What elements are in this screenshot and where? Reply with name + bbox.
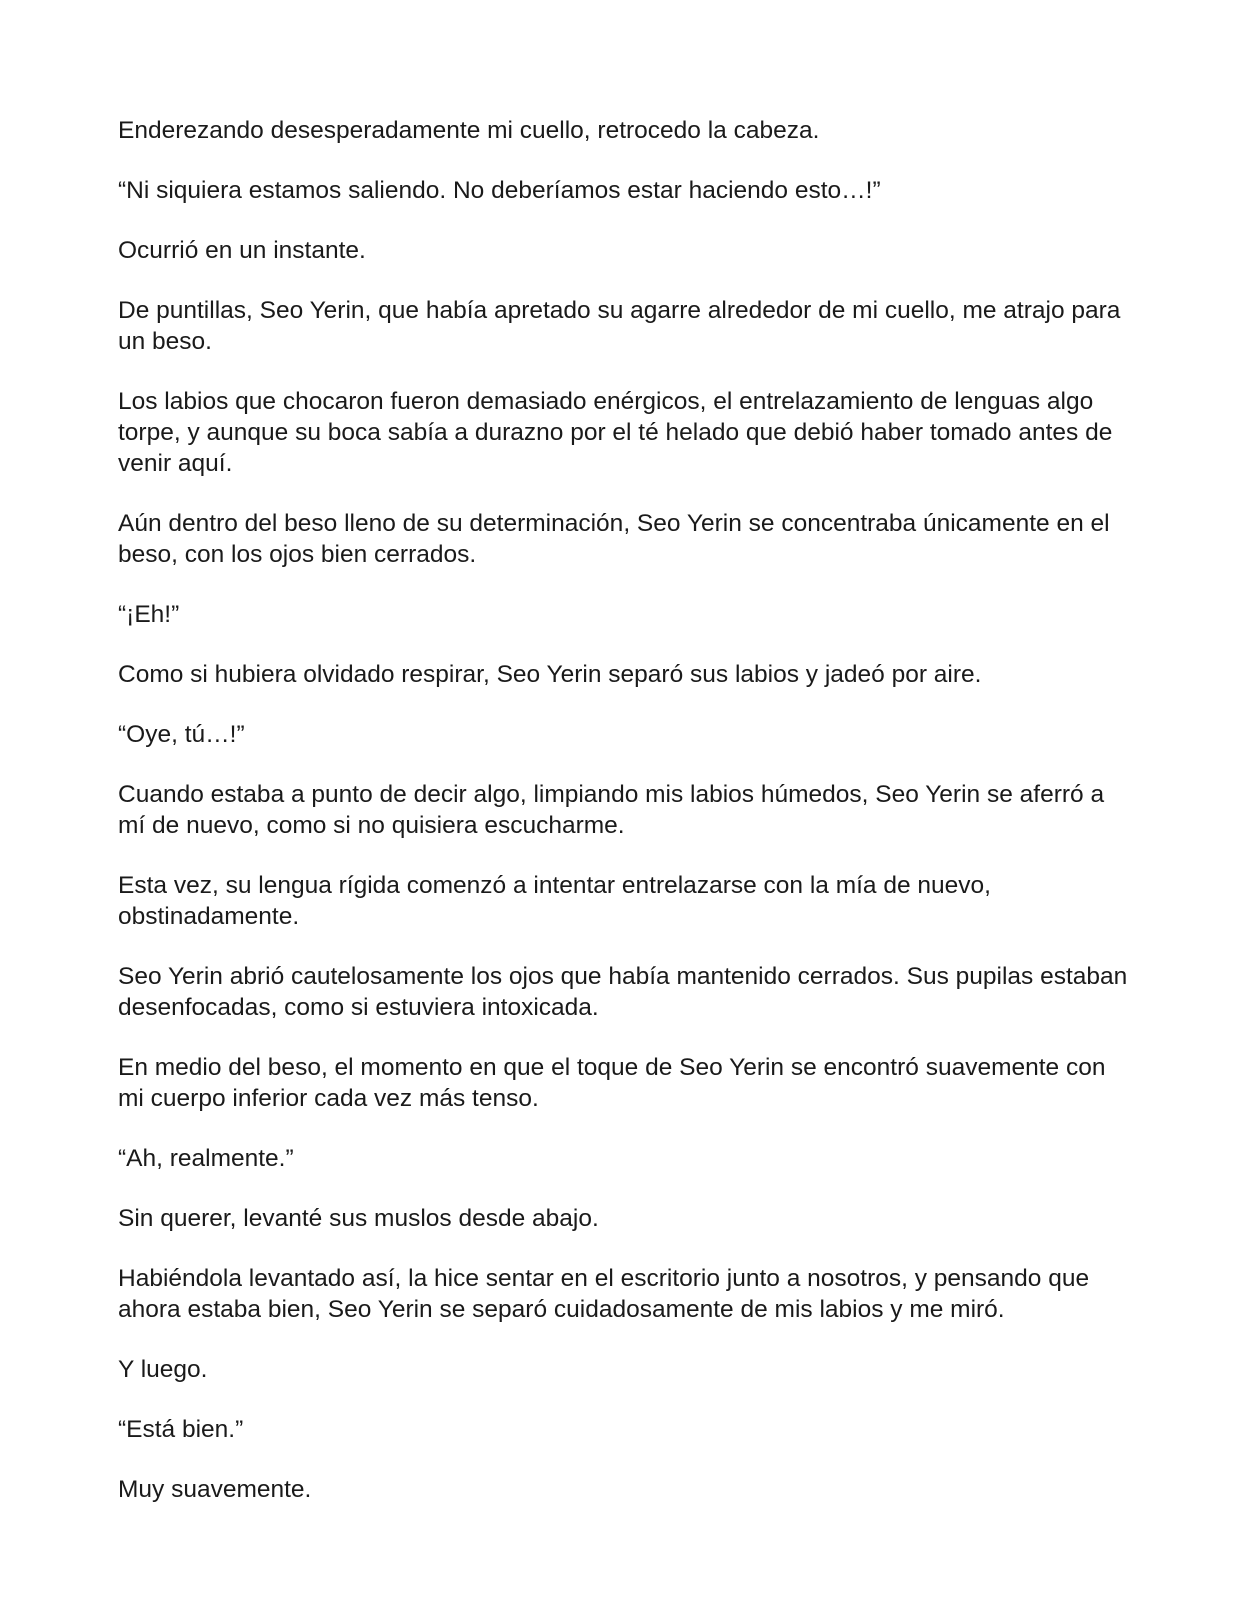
paragraph: Muy suavemente. [118, 1476, 312, 1503]
paragraph: “Está bien.” [118, 1416, 244, 1443]
paragraph: Como si hubiera olvidado respirar, Seo Yerin separó sus labios y jadeó por aire. [118, 661, 982, 688]
paragraph: “Oye, tú…!” [118, 721, 245, 748]
paragraph: De puntillas, Seo Yerin, que había apretado su agarre alrededor de mi cuello, me atrajo para un beso. [118, 297, 1121, 355]
paragraph: En medio del beso, el momento en que el toque de Seo Yerin se encontró suavemente con mi cuerpo inferior cada vez más tenso. [118, 1054, 1106, 1112]
document-body [118, 115, 1128, 1534]
paragraph: Esta vez, su lengua rígida comenzó a intentar entrelazarse con la mía de nuevo, obstinadamente. [118, 872, 991, 930]
paragraph: Cuando estaba a punto de decir algo, limpiando mis labios húmedos, Seo Yerin se aferró a mí de nuevo, como si no quisiera escucharme. [118, 781, 1105, 839]
paragraph: Ocurrió en un instante. [118, 237, 366, 264]
paragraph: Seo Yerin abrió cautelosamente los ojos que había mantenido cerrados. Sus pupilas estaban desenfocadas, como si estuviera intoxicada. [118, 963, 1128, 1021]
paragraph: “Ni siquiera estamos saliendo. No deberíamos estar haciendo esto…!” [118, 177, 881, 204]
paragraph: Aún dentro del beso lleno de su determinación, Seo Yerin se concentraba únicamente en el beso, con los ojos bien cerrados. [118, 510, 1110, 568]
paragraph: Sin querer, levanté sus muslos desde abajo. [118, 1205, 599, 1232]
paragraph: “Ah, realmente.” [118, 1145, 294, 1172]
paragraph: “¡Eh!” [118, 601, 180, 628]
paragraph: Enderezando desesperadamente mi cuello, retrocedo la cabeza. [118, 117, 820, 144]
paragraph: Habiéndola levantado así, la hice sentar en el escritorio junto a nosotros, y pensando que ahora estaba bien, Seo Yerin se separó cuidadosamente de mis labios y me miró. [118, 1265, 1090, 1323]
paragraph: Y luego. [118, 1356, 208, 1383]
paragraph: Los labios que chocaron fueron demasiado enérgicos, el entrelazamiento de lenguas algo torpe, y aunque su boca sabía a durazno por el té helado que debió haber tomado antes de venir aquí. [118, 388, 1113, 477]
